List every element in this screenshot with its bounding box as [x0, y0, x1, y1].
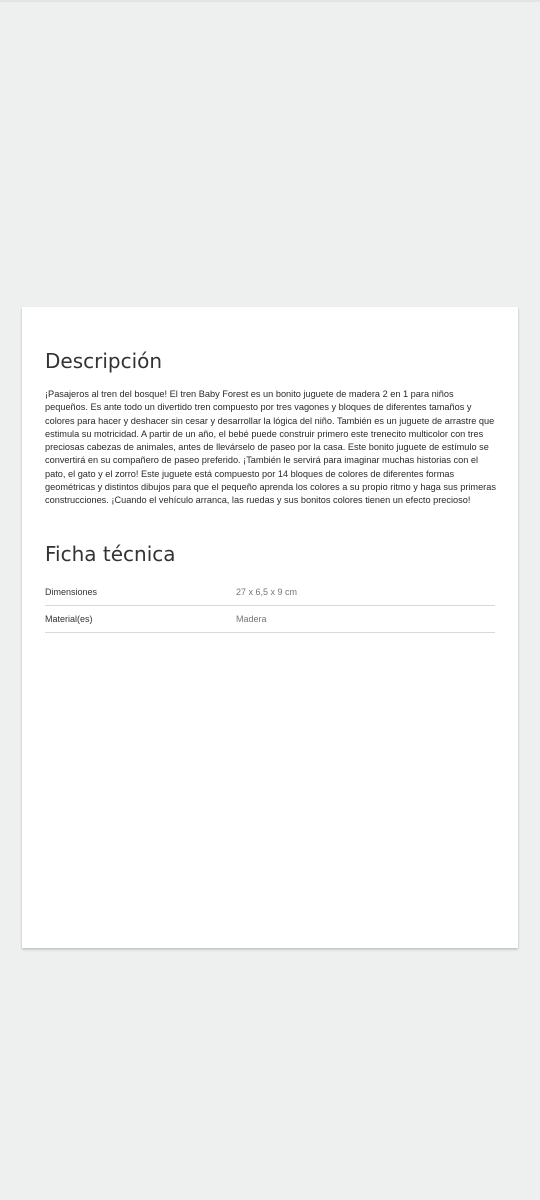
spec-row-materials	[45, 606, 495, 633]
technical-sheet-table	[45, 579, 495, 633]
spec-value: Madera	[236, 614, 267, 624]
status-bar-strip	[0, 0, 540, 2]
spec-value: 27 x 6,5 x 9 cm	[236, 587, 298, 597]
description-text: ¡Pasajeros al tren del bosque! El tren Baby Forest es un bonito juguete de madera 2 en 1 para niños pequeños. Es ante todo un divertido tren compuesto por tres vagones y bloques de diferentes tamaños y colores para hacer y deshacer sin cesar y desarrollar la lógica del niño. También es un juguete de arrastre que estimula su motricidad. A partir de un año, el bebé puede construir primero este trenecito multicolor con tres preciosas cabezas de animales, antes de llevárselo de paseo por la casa. Este bonito juguete de estímulo se convertirá en su compañero de paseo preferido. ¡También le servirá para imaginar muchas historias con el pato, el gato y el zorro! Este juguete está compuesto por 14 bloques de colores de diferentes formas geométricas y distintos dibujos para que el pequeño aprenda los colores a su propio ritmo y haga sus primeras construcciones. ¡Cuando el vehículo arranca, las ruedas y sus bonitos colores tienen un efecto precioso!	[45, 389, 496, 506]
technical-sheet-heading: Ficha técnica	[45, 542, 176, 566]
spec-label: Material(es)	[45, 614, 93, 624]
spec-label: Dimensiones	[45, 587, 98, 597]
description-heading: Descripción	[45, 349, 163, 373]
product-details-card	[22, 307, 518, 948]
spec-row-dimensions	[45, 579, 495, 606]
